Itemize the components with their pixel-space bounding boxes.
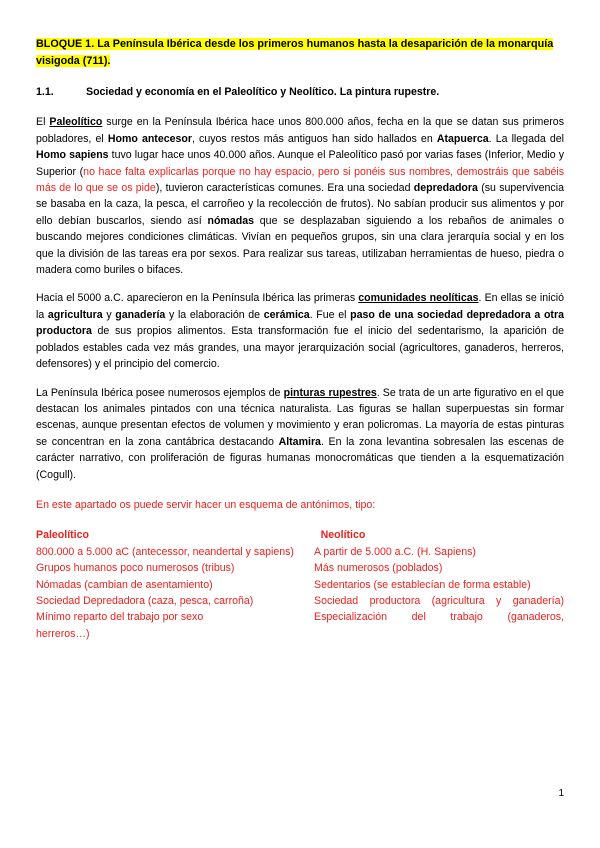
comparison-row xyxy=(36,560,564,576)
text: . Se trata de un arte figurativo en el que destacan los animales pintados con una técnica naturalista. Las figuras se hallan superpuestas sin formar escenas, aunque presentan efectos de volumen y movimiento y eran policromas. La mayoría de estas pinturas se concentran en la zona cantábrica destacando xyxy=(36,386,564,448)
keyword: ganadería xyxy=(115,308,166,321)
keyword: agricultura xyxy=(47,308,103,321)
left-cell: Mínimo reparto del trabajo por sexo xyxy=(36,611,204,624)
section-number: 1.1. xyxy=(36,86,54,98)
paragraph-paleolithic xyxy=(36,114,564,278)
keyword: paso de una sociedad depredadora a otra productora xyxy=(36,308,564,338)
comparison-row xyxy=(36,593,564,609)
right-cell: Más numerosos (poblados) xyxy=(314,562,443,575)
right-header: Neolítico xyxy=(320,529,366,542)
document-page xyxy=(36,36,564,642)
comparison-row xyxy=(36,609,564,625)
left-cell: 800.000 a 5.000 aC (antecessor, neandertal y sapiens) xyxy=(36,545,294,558)
text: . La llegada del xyxy=(488,132,564,145)
text: de sus propios alimentos. Esta transformación fue el inicio del sedentarismo, la aparición de poblados estables cada vez más grandes, una mayor jerarquización social (agricultores, ganaderos, herreros, defensores) y el principio del comercio. xyxy=(36,325,564,371)
text: , cuyos restos más antiguos han sido hallados en xyxy=(192,132,437,145)
section-heading xyxy=(36,84,564,100)
text: surge en la Península Ibérica hace unos 800.000 años, fecha en la que se datan sus primeros pobladores, el xyxy=(36,116,564,145)
title-line-2: visigoda (711). xyxy=(36,55,111,67)
comparison-row xyxy=(36,544,564,560)
text: La Península Ibérica posee numerosos ejemplos de xyxy=(36,386,284,399)
keyword: Paleolítico xyxy=(49,116,103,129)
teacher-note-scheme: En este apartado os puede servir hacer un esquema de antónimos, tipo: xyxy=(36,498,376,511)
paragraph-rock-paintings xyxy=(36,385,564,483)
text: que se desplazaban siguiendo a los rebaños de animales o buscando mejores condiciones climáticas. Vivían en pequeños grupos, sin una clara jerarquía social y en los que la división de las tareas era por sexos. Para realizar sus tareas, utilizaban herramientas de hueso, piedra o madera como buriles o bifaces. xyxy=(36,214,564,277)
text: . Fue el xyxy=(309,308,351,321)
teacher-note: no hace falta explicarlas porque no hay espacio, pero si ponéis sus nombres, demostráis que sabéis más de lo que se os pide xyxy=(36,165,565,195)
page-number: 1 xyxy=(558,788,564,799)
block-title xyxy=(36,36,564,70)
keyword: depredadora xyxy=(413,182,478,195)
text: Hacia el 5000 a.C. aparecieron en la Península Ibérica las primeras xyxy=(36,292,359,305)
keyword: pinturas rupestres xyxy=(283,386,377,399)
comparison-continuation: herreros…) xyxy=(36,627,90,640)
left-cell: Sociedad Depredadora (caza, pesca, carroña) xyxy=(36,594,254,607)
text: (su supervivencia se basaba en la caza, la pesca, el carroñeo y la recolección de frutos). No sabían producir sus alimentos y por ello debían buscarlos, siendo así xyxy=(36,182,564,227)
comparison-row xyxy=(36,577,564,593)
keyword: Atapuerca xyxy=(436,132,489,145)
text: y xyxy=(102,308,116,321)
text: . En la zona levantina sobresalen las escenas de carácter narrativo, con proliferación de figuras humanas monocromáticas que tienden a la esquematización (Cogull). xyxy=(36,435,564,481)
comparison-scheme xyxy=(36,527,564,642)
keyword: Altamira xyxy=(278,435,321,448)
right-cell: Sociedad productora (agricultura y ganadería) xyxy=(314,594,564,607)
paragraph-neolithic xyxy=(36,290,564,372)
section-title: Sociedad y economía en el Paleolítico y Neolítico. La pintura rupestre. xyxy=(86,86,440,98)
text: tuvo lugar hace unos 40.000 años. Aunque el Paleolítico pasó por varias fases (Inferior, Medio y Superior ( xyxy=(36,149,564,178)
keyword: nómadas xyxy=(207,214,254,227)
left-header: Paleolítico xyxy=(36,529,89,542)
keyword: comunidades neolíticas xyxy=(358,292,479,305)
right-cell: Especialización del trabajo (ganaderos, xyxy=(314,611,564,624)
text: El xyxy=(36,116,50,129)
text: . En ellas se inició la xyxy=(36,292,564,321)
title-line-1: BLOQUE 1. La Península Ibérica desde los primeros humanos hasta la desaparición de la monarquía xyxy=(36,38,554,50)
left-cell: Grupos humanos poco numerosos (tribus) xyxy=(36,562,235,575)
right-cell: A partir de 5.000 a.C. (H. Sapiens) xyxy=(314,545,476,558)
keyword: Homo sapiens xyxy=(36,149,109,162)
text: y la elaboración de xyxy=(165,308,264,321)
right-cell: Sedentarios (se establecían de forma estable) xyxy=(314,578,531,591)
keyword: Homo antecesor xyxy=(107,132,192,145)
left-cell: Nómadas (cambian de asentamiento) xyxy=(36,578,213,591)
text: ), tuvieron características comunes. Era una sociedad xyxy=(155,182,414,195)
keyword: cerámica xyxy=(263,308,310,321)
